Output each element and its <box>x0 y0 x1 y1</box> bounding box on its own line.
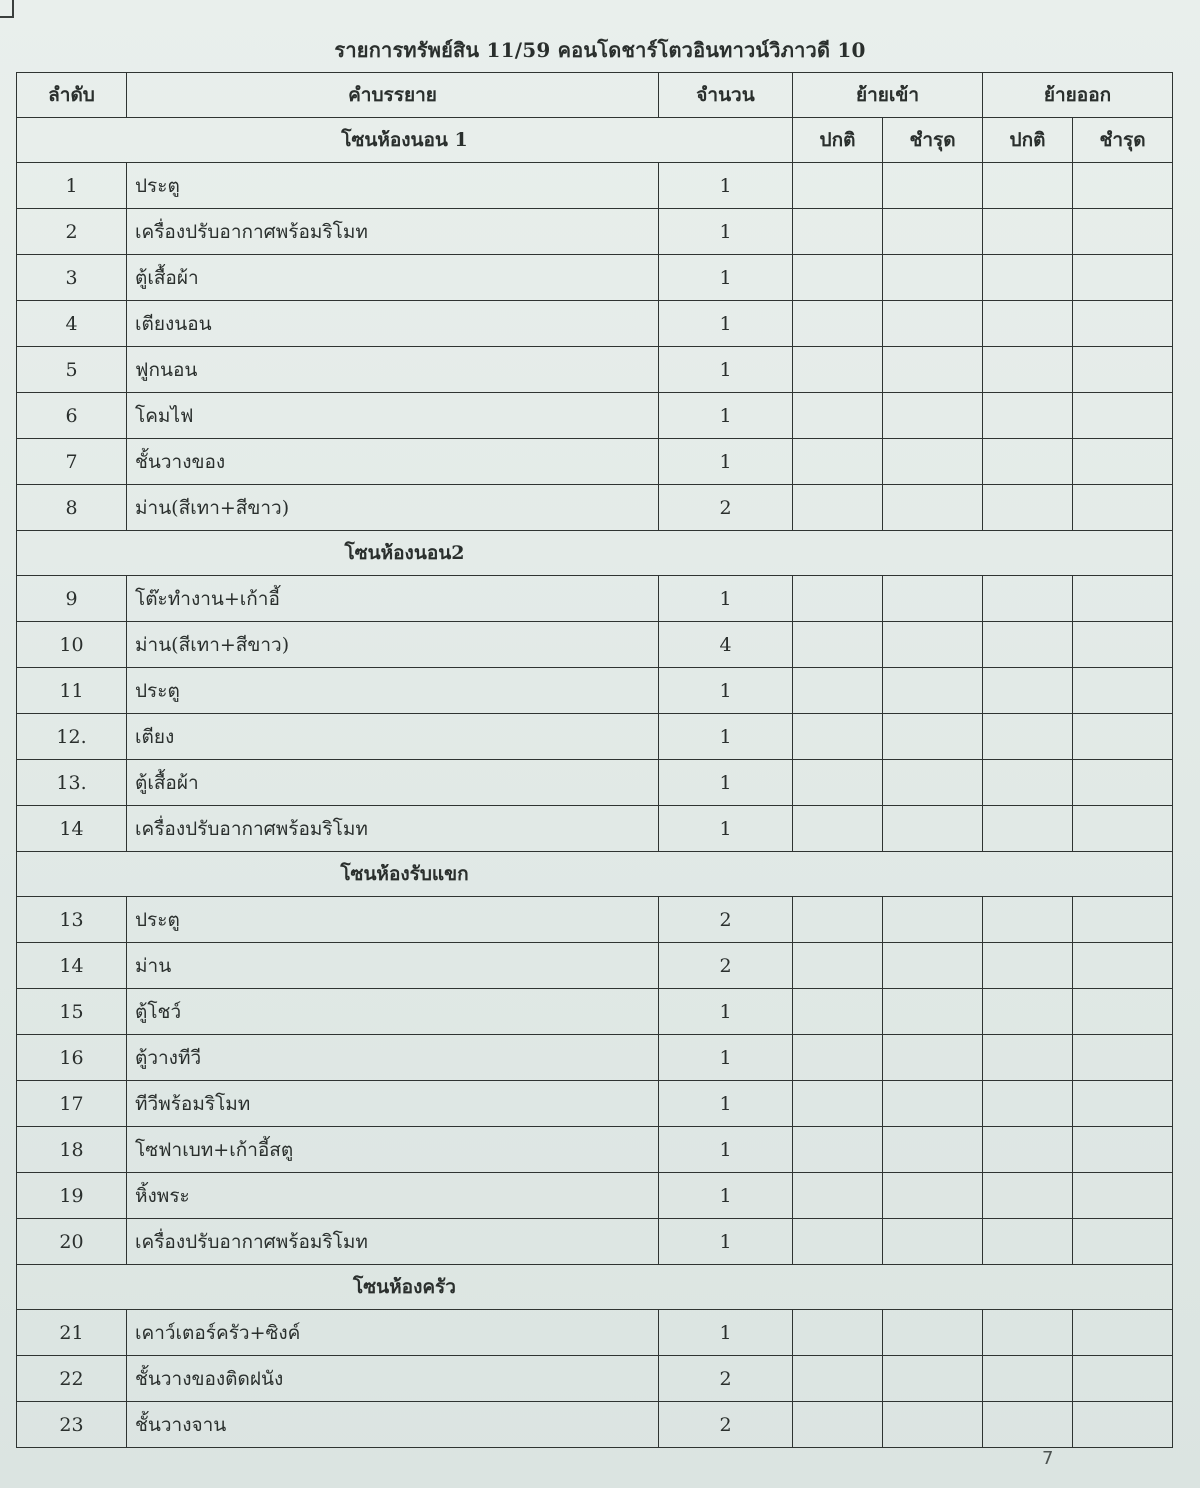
move-in-normal-cell <box>793 1127 883 1173</box>
item-number: 3 <box>17 255 127 301</box>
move-out-normal-cell <box>983 576 1073 622</box>
move-out-damaged-cell <box>1073 1356 1173 1402</box>
move-out-normal-cell <box>983 897 1073 943</box>
move-in-normal-cell <box>793 393 883 439</box>
move-in-damaged-cell <box>883 576 983 622</box>
move-out-damaged-cell <box>1073 714 1173 760</box>
move-out-normal-cell <box>983 1127 1073 1173</box>
item-number: 21 <box>17 1310 127 1356</box>
move-out-damaged-cell <box>1073 1081 1173 1127</box>
item-quantity: 1 <box>659 1173 793 1219</box>
move-in-normal-cell <box>793 576 883 622</box>
move-out-normal-cell <box>983 255 1073 301</box>
move-in-damaged-cell <box>883 622 983 668</box>
move-out-normal-cell <box>983 393 1073 439</box>
item-number: 22 <box>17 1356 127 1402</box>
move-out-damaged-cell <box>1073 943 1173 989</box>
table-row <box>17 760 1173 806</box>
table-row <box>17 989 1173 1035</box>
move-out-damaged-cell <box>1073 255 1173 301</box>
item-number: 17 <box>17 1081 127 1127</box>
move-out-damaged-cell <box>1073 163 1173 209</box>
zone-blank-cell <box>883 1265 983 1310</box>
move-in-damaged-cell <box>883 301 983 347</box>
item-number: 15 <box>17 989 127 1035</box>
item-number: 9 <box>17 576 127 622</box>
item-number: 11 <box>17 668 127 714</box>
item-number: 18 <box>17 1127 127 1173</box>
move-out-normal-cell <box>983 439 1073 485</box>
item-description: ชั้นวางของติดฝนัง <box>127 1356 659 1402</box>
table-row <box>17 485 1173 531</box>
move-out-normal-cell <box>983 806 1073 852</box>
item-number: 13 <box>17 897 127 943</box>
move-out-normal-cell <box>983 622 1073 668</box>
item-quantity: 2 <box>659 897 793 943</box>
move-in-normal-cell <box>793 943 883 989</box>
item-quantity: 1 <box>659 1219 793 1265</box>
zone-blank-cell <box>983 852 1073 897</box>
table-row <box>17 1356 1173 1402</box>
col-header-no: ลำดับ <box>17 73 127 118</box>
move-out-normal-cell <box>983 347 1073 393</box>
zone-blank-cell <box>983 531 1073 576</box>
col-header-desc: คำบรรยาย <box>127 73 659 118</box>
move-in-damaged-cell <box>883 989 983 1035</box>
move-in-damaged-cell <box>883 1081 983 1127</box>
item-number: 2 <box>17 209 127 255</box>
move-in-normal-cell <box>793 1035 883 1081</box>
table-row <box>17 1402 1173 1448</box>
move-out-normal-cell <box>983 1081 1073 1127</box>
item-quantity: 1 <box>659 163 793 209</box>
item-description: เครื่องปรับอากาศพร้อมริโมท <box>127 1219 659 1265</box>
move-out-normal-cell <box>983 714 1073 760</box>
move-out-damaged-cell <box>1073 668 1173 714</box>
table-row <box>17 714 1173 760</box>
item-description: เตียงนอน <box>127 301 659 347</box>
zone-blank-cell <box>793 1265 883 1310</box>
item-quantity: 1 <box>659 1081 793 1127</box>
move-in-damaged-cell <box>883 1402 983 1448</box>
move-in-damaged-cell <box>883 806 983 852</box>
table-row <box>17 576 1173 622</box>
move-in-normal-cell <box>793 1173 883 1219</box>
move-out-damaged-cell <box>1073 439 1173 485</box>
item-quantity: 4 <box>659 622 793 668</box>
item-description: ประตู <box>127 668 659 714</box>
table-row <box>17 1219 1173 1265</box>
item-quantity: 2 <box>659 1356 793 1402</box>
item-description: ม่าน(สีเทา+สีขาว) <box>127 485 659 531</box>
move-in-damaged-cell <box>883 760 983 806</box>
header-row <box>17 73 1173 118</box>
item-quantity: 2 <box>659 943 793 989</box>
item-number: 23 <box>17 1402 127 1448</box>
move-in-normal-cell <box>793 760 883 806</box>
item-description: เคาว์เตอร์ครัว+ซิงค์ <box>127 1310 659 1356</box>
item-number: 12. <box>17 714 127 760</box>
item-number: 13. <box>17 760 127 806</box>
move-out-normal-cell <box>983 163 1073 209</box>
inventory-table <box>16 72 1173 1448</box>
move-in-normal-cell <box>793 347 883 393</box>
item-description: ประตู <box>127 897 659 943</box>
zone-header-row <box>17 852 1173 897</box>
zone-blank-cell <box>793 531 883 576</box>
move-out-damaged-cell <box>1073 1173 1173 1219</box>
zone-header-row <box>17 531 1173 576</box>
item-quantity: 1 <box>659 347 793 393</box>
zone-title: โซนห้องนอน2 <box>17 531 793 576</box>
table-row <box>17 393 1173 439</box>
move-in-normal-cell <box>793 622 883 668</box>
item-description: ตู้วางทีวี <box>127 1035 659 1081</box>
move-in-normal-cell <box>793 1219 883 1265</box>
item-quantity: 1 <box>659 1035 793 1081</box>
move-in-normal-cell <box>793 806 883 852</box>
move-in-damaged-cell <box>883 1173 983 1219</box>
move-out-damaged-cell <box>1073 760 1173 806</box>
item-description: ฟูกนอน <box>127 347 659 393</box>
move-in-normal-cell <box>793 301 883 347</box>
move-in-damaged-cell <box>883 714 983 760</box>
table-row <box>17 1310 1173 1356</box>
col-header-move-out-normal: ปกติ <box>983 118 1073 163</box>
item-description: หิ้งพระ <box>127 1173 659 1219</box>
zone-blank-cell <box>983 1265 1073 1310</box>
move-in-damaged-cell <box>883 347 983 393</box>
move-out-normal-cell <box>983 485 1073 531</box>
table-row <box>17 209 1173 255</box>
item-number: 6 <box>17 393 127 439</box>
item-description: โต๊ะทำงาน+เก้าอี้ <box>127 576 659 622</box>
move-out-normal-cell <box>983 1035 1073 1081</box>
item-quantity: 1 <box>659 806 793 852</box>
item-description: ตู้เสื้อผ้า <box>127 760 659 806</box>
item-number: 7 <box>17 439 127 485</box>
move-in-damaged-cell <box>883 485 983 531</box>
table-row <box>17 1127 1173 1173</box>
move-out-damaged-cell <box>1073 1035 1173 1081</box>
item-quantity: 1 <box>659 760 793 806</box>
move-in-damaged-cell <box>883 163 983 209</box>
inventory-body <box>17 163 1173 1448</box>
item-number: 1 <box>17 163 127 209</box>
table-row <box>17 1035 1173 1081</box>
item-quantity: 1 <box>659 1310 793 1356</box>
zone-header-row <box>17 1265 1173 1310</box>
move-out-damaged-cell <box>1073 1310 1173 1356</box>
move-out-normal-cell <box>983 1402 1073 1448</box>
item-number: 16 <box>17 1035 127 1081</box>
move-in-damaged-cell <box>883 897 983 943</box>
item-number: 14 <box>17 806 127 852</box>
page-number: 7 <box>1042 1448 1054 1469</box>
item-number: 19 <box>17 1173 127 1219</box>
move-in-damaged-cell <box>883 209 983 255</box>
move-in-damaged-cell <box>883 1356 983 1402</box>
zone-blank-cell <box>883 531 983 576</box>
table-row <box>17 1173 1173 1219</box>
move-in-normal-cell <box>793 485 883 531</box>
move-in-normal-cell <box>793 163 883 209</box>
item-description: โคมไฟ <box>127 393 659 439</box>
move-in-damaged-cell <box>883 255 983 301</box>
move-in-damaged-cell <box>883 1035 983 1081</box>
move-in-damaged-cell <box>883 943 983 989</box>
item-number: 20 <box>17 1219 127 1265</box>
zone-title: โซนห้องรับแขก <box>17 852 793 897</box>
item-quantity: 1 <box>659 714 793 760</box>
item-description: ตู้โชว์ <box>127 989 659 1035</box>
col-header-move-in-damaged: ชำรุด <box>883 118 983 163</box>
move-out-damaged-cell <box>1073 622 1173 668</box>
move-in-normal-cell <box>793 1081 883 1127</box>
move-in-normal-cell <box>793 989 883 1035</box>
move-out-damaged-cell <box>1073 576 1173 622</box>
table-row <box>17 255 1173 301</box>
move-out-normal-cell <box>983 1219 1073 1265</box>
item-quantity: 1 <box>659 393 793 439</box>
item-quantity: 2 <box>659 485 793 531</box>
move-out-damaged-cell <box>1073 301 1173 347</box>
col-header-move-out: ย้ายออก <box>983 73 1173 118</box>
move-out-normal-cell <box>983 943 1073 989</box>
item-quantity: 1 <box>659 1127 793 1173</box>
move-in-normal-cell <box>793 439 883 485</box>
move-out-damaged-cell <box>1073 989 1173 1035</box>
move-out-normal-cell <box>983 760 1073 806</box>
table-row <box>17 301 1173 347</box>
item-quantity: 1 <box>659 439 793 485</box>
move-in-normal-cell <box>793 714 883 760</box>
zone-blank-cell <box>883 852 983 897</box>
table-row <box>17 439 1173 485</box>
item-description: เครื่องปรับอากาศพร้อมริโมท <box>127 806 659 852</box>
col-header-move-in-normal: ปกติ <box>793 118 883 163</box>
move-out-normal-cell <box>983 989 1073 1035</box>
item-description: ประตู <box>127 163 659 209</box>
move-out-damaged-cell <box>1073 897 1173 943</box>
move-in-normal-cell <box>793 1310 883 1356</box>
table-row <box>17 806 1173 852</box>
item-description: ม่าน(สีเทา+สีขาว) <box>127 622 659 668</box>
move-out-damaged-cell <box>1073 209 1173 255</box>
table-row <box>17 622 1173 668</box>
move-out-normal-cell <box>983 1173 1073 1219</box>
move-out-normal-cell <box>983 301 1073 347</box>
move-in-damaged-cell <box>883 1310 983 1356</box>
move-out-damaged-cell <box>1073 485 1173 531</box>
item-number: 10 <box>17 622 127 668</box>
item-quantity: 1 <box>659 668 793 714</box>
zone-blank-cell <box>1073 852 1173 897</box>
item-number: 8 <box>17 485 127 531</box>
item-quantity: 1 <box>659 989 793 1035</box>
zone-title: โซนห้องครัว <box>17 1265 793 1310</box>
item-description: ม่าน <box>127 943 659 989</box>
item-number: 5 <box>17 347 127 393</box>
move-in-damaged-cell <box>883 1127 983 1173</box>
table-row <box>17 943 1173 989</box>
item-description: โซฟาเบท+เก้าอี้สตู <box>127 1127 659 1173</box>
move-out-normal-cell <box>983 1310 1073 1356</box>
move-in-damaged-cell <box>883 439 983 485</box>
move-in-normal-cell <box>793 209 883 255</box>
zone-title: โซนห้องนอน 1 <box>17 118 793 163</box>
move-out-damaged-cell <box>1073 347 1173 393</box>
item-description: ตู้เสื้อผ้า <box>127 255 659 301</box>
move-in-normal-cell <box>793 668 883 714</box>
move-out-damaged-cell <box>1073 393 1173 439</box>
move-out-damaged-cell <box>1073 1219 1173 1265</box>
move-in-normal-cell <box>793 897 883 943</box>
subheader-row <box>17 118 1173 163</box>
move-in-normal-cell <box>793 255 883 301</box>
col-header-move-out-damaged: ชำรุด <box>1073 118 1173 163</box>
move-out-damaged-cell <box>1073 806 1173 852</box>
item-number: 4 <box>17 301 127 347</box>
item-description: ชั้นวางจาน <box>127 1402 659 1448</box>
corner-mark-icon <box>0 0 14 18</box>
item-description: เครื่องปรับอากาศพร้อมริโมท <box>127 209 659 255</box>
item-description: ทีวีพร้อมริโมท <box>127 1081 659 1127</box>
table-row <box>17 1081 1173 1127</box>
move-in-damaged-cell <box>883 1219 983 1265</box>
col-header-qty: จำนวน <box>659 73 793 118</box>
item-quantity: 2 <box>659 1402 793 1448</box>
item-quantity: 1 <box>659 301 793 347</box>
table-row <box>17 163 1173 209</box>
table-row <box>17 347 1173 393</box>
item-description: เตียง <box>127 714 659 760</box>
item-number: 14 <box>17 943 127 989</box>
move-in-damaged-cell <box>883 668 983 714</box>
move-out-damaged-cell <box>1073 1127 1173 1173</box>
move-in-normal-cell <box>793 1356 883 1402</box>
table-row <box>17 897 1173 943</box>
move-in-damaged-cell <box>883 393 983 439</box>
item-quantity: 1 <box>659 255 793 301</box>
move-out-damaged-cell <box>1073 1402 1173 1448</box>
zone-blank-cell <box>793 852 883 897</box>
move-out-normal-cell <box>983 668 1073 714</box>
move-out-normal-cell <box>983 209 1073 255</box>
zone-blank-cell <box>1073 531 1173 576</box>
table-row <box>17 668 1173 714</box>
page-title: รายการทรัพย์สิน 11/59 คอนโดชาร์โตวอินทาวน์วิภาวดี 10 <box>334 38 866 62</box>
item-description: ชั้นวางของ <box>127 439 659 485</box>
move-in-normal-cell <box>793 1402 883 1448</box>
item-quantity: 1 <box>659 576 793 622</box>
zone-blank-cell <box>1073 1265 1173 1310</box>
item-quantity: 1 <box>659 209 793 255</box>
move-out-normal-cell <box>983 1356 1073 1402</box>
col-header-move-in: ย้ายเข้า <box>793 73 983 118</box>
